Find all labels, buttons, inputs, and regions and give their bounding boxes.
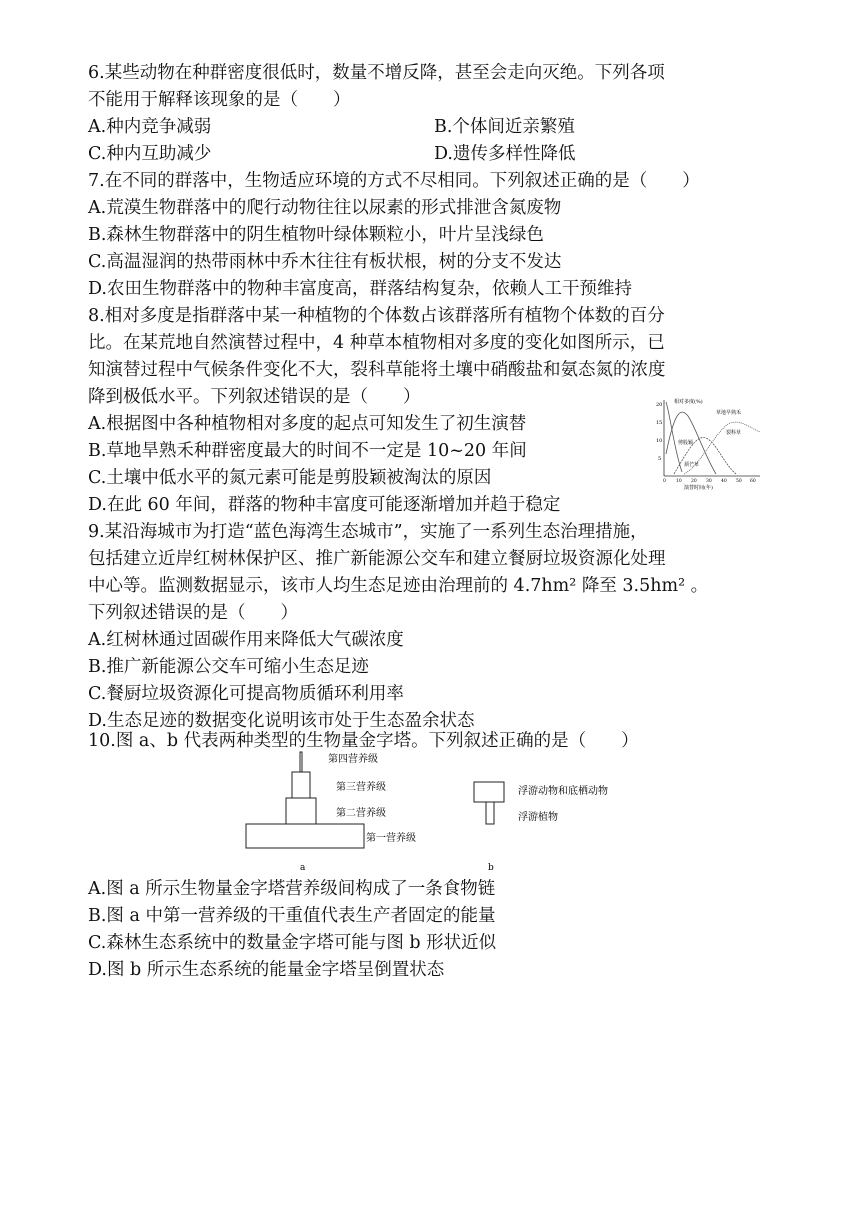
q9-option-b: B.推广新能源公交车可缩小生态足迹 bbox=[88, 657, 369, 677]
q6-option-b: B.个体间近亲繁殖 bbox=[434, 117, 575, 137]
q8-stem-line3: 知演替过程中气候条件变化不大，裂科草能将土壤中硝酸盐和氨态氮的浓度 bbox=[88, 360, 666, 380]
pyramid-b-caption: b bbox=[488, 863, 494, 873]
pyramid-b-label-level-1: 浮游植物 bbox=[518, 812, 558, 823]
q7-option-b: B.森林生物群落中的阴生植物叶绿体颗粒小，叶片呈浅绿色 bbox=[88, 225, 544, 245]
q10-option-c: C.森林生态系统中的数量金字塔可能与图 b 形状近似 bbox=[88, 933, 497, 953]
q9-stem-line4: 下列叙述错误的是（ ） bbox=[88, 603, 298, 623]
q6-stem-line2: 不能用于解释该现象的是（ ） bbox=[88, 90, 351, 110]
q8-option-d: D.在此 60 年间，群落的物种丰富度可能逐渐增加并趋于稳定 bbox=[88, 495, 561, 515]
q9-stem-line3: 中心等。监测数据显示，该市人均生态足迹由治理前的 4.7hm² 降至 3.5hm² 。 bbox=[88, 576, 709, 596]
q8-stem-line4: 降到极低水平。下列叙述错误的是（ ） bbox=[88, 387, 421, 407]
pyramid-a-label-level-2: 第二营养级 bbox=[336, 808, 386, 819]
graph-y-label: 相对多度(%) bbox=[674, 399, 703, 405]
q10-biomass-pyramids-figure bbox=[238, 748, 658, 874]
q9-option-c: C.餐厨垃圾资源化可提高物质循环利用率 bbox=[88, 684, 404, 704]
pyramid-a-level-1 bbox=[246, 824, 364, 848]
graph-xtick-20: 20 bbox=[691, 479, 697, 484]
pyramid-a-label-level-3: 第三营养级 bbox=[336, 782, 386, 793]
q7-option-c: C.高温湿润的热带雨林中乔木往往有板状根，树的分支不发达 bbox=[88, 252, 562, 272]
graph-xtick-0: 0 bbox=[663, 479, 666, 484]
q7-option-a: A.荒漠生物群落中的爬行动物往往以尿素的形式排泄含氮废物 bbox=[88, 198, 562, 218]
q6-stem-line1: 6.某些动物在种群密度很低时，数量不增反降，甚至会走向灭绝。下列各项 bbox=[88, 63, 665, 83]
graph-curve-label-3: 剪股颖 bbox=[678, 440, 694, 446]
curve-species-1 bbox=[666, 402, 682, 472]
graph-curve-label-1: 草地早熟禾 bbox=[716, 410, 742, 416]
graph-x-label: 演替时间(年) bbox=[684, 485, 713, 490]
pyramid-a-level-2 bbox=[286, 798, 316, 824]
graph-curve-label-4: 须芒草 bbox=[684, 462, 700, 468]
pyramid-a-level-3 bbox=[292, 772, 310, 798]
graph-xtick-30: 30 bbox=[706, 479, 712, 484]
graph-ytick-10: 10 bbox=[656, 438, 663, 444]
pyramid-a-label-level-4: 第四营养级 bbox=[328, 754, 378, 765]
pyramid-b-label-level-2: 浮游动物和底栖动物 bbox=[518, 786, 608, 797]
pyramid-a-level-4 bbox=[300, 752, 302, 772]
q10-option-b: B.图 a 中第一营养级的干重值代表生产者固定的能量 bbox=[88, 906, 496, 926]
graph-ytick-20: 20 bbox=[656, 402, 663, 408]
q6-option-d: D.遗传多样性降低 bbox=[434, 144, 576, 164]
graph-xtick-50: 50 bbox=[736, 479, 742, 484]
pyramid-a-caption: a bbox=[300, 863, 306, 873]
q8-stem-line1: 8.相对多度是指群落中某一种植物的个体数占该群落所有植物个体数的百分 bbox=[88, 306, 665, 326]
q10-stem: 10.图 a、b 代表两种类型的生物量金字塔。下列叙述正确的是（ ） bbox=[88, 731, 639, 751]
q9-stem-line1: 9.某沿海城市为打造“蓝色海湾生态城市”，实施了一系列生态治理措施， bbox=[88, 522, 648, 542]
graph-ytick-15: 15 bbox=[656, 420, 663, 426]
pyramid-a-label-level-1: 第一营养级 bbox=[366, 833, 416, 844]
q8-option-a: A.根据图中各种植物相对多度的起点可知发生了初生演替 bbox=[88, 414, 527, 434]
pyramid-b-level-1 bbox=[486, 802, 494, 824]
graph-xtick-60: 60 bbox=[750, 479, 756, 484]
q8-option-b: B.草地旱熟禾种群密度最大的时间不一定是 10~20 年间 bbox=[88, 441, 527, 461]
q8-option-c: C.土壤中低水平的氮元素可能是剪股颖被淘汰的原因 bbox=[88, 468, 492, 488]
pyramid-b-level-2 bbox=[474, 782, 504, 802]
q10-option-a: A.图 a 所示生物量金字塔营养级间构成了一条食物链 bbox=[88, 879, 496, 899]
graph-xtick-40: 40 bbox=[721, 479, 727, 484]
q7-option-d: D.农田生物群落中的物种丰富度高，群落结构复杂，依赖人工干预维持 bbox=[88, 279, 632, 299]
q9-option-a: A.红树林通过固碳作用来降低大气碳浓度 bbox=[88, 630, 404, 650]
q10-option-d: D.图 b 所示生态系统的能量金字塔呈倒置状态 bbox=[88, 960, 445, 980]
graph-ytick-5: 5 bbox=[658, 456, 662, 462]
q9-option-d: D.生态足迹的数据变化说明该市处于生态盈余状态 bbox=[88, 711, 475, 731]
graph-xtick-10: 10 bbox=[676, 479, 682, 484]
q7-stem: 7.在不同的群落中，生物适应环境的方式不尽相同。下列叙述正确的是（ ） bbox=[88, 171, 700, 191]
q6-option-a: A.种内竞争减弱 bbox=[88, 117, 212, 137]
q8-stem-line2: 比。在某荒地自然演替过程中，4 种草本植物相对多度的变化如图所示，已 bbox=[88, 333, 665, 353]
q6-option-c: C.种内互助减少 bbox=[88, 144, 212, 164]
q8-relative-abundance-graph bbox=[644, 394, 764, 490]
graph-curve-label-2: 裂科草 bbox=[726, 430, 742, 436]
q9-stem-line2: 包括建立近岸红树林保护区、推广新能源公交车和建立餐厨垃圾资源化处理 bbox=[88, 549, 666, 569]
